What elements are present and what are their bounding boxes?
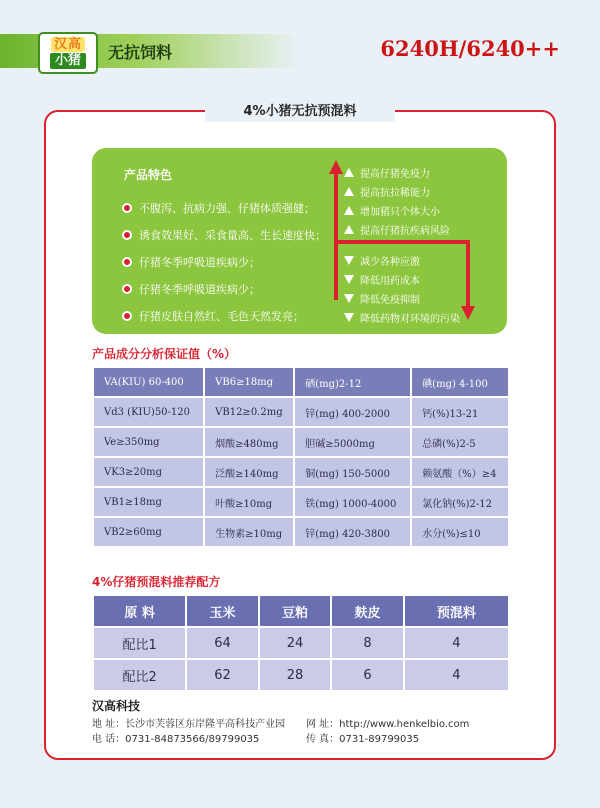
benefit-text: 提高仔猪抗疾病风险 [360,226,450,237]
feature-item [122,302,326,329]
table-cell: 赖氨酸（%）≥4 [412,458,508,486]
table-cell: Vd3 (KIU)50-120 [94,398,203,426]
table-cell: VB1≥18mg [94,488,203,516]
card-title: 4%小猪无抗预混料 [243,104,357,119]
triangle-up-icon [344,225,354,234]
table-cell: VK3≥20mg [94,458,203,486]
table-cell: 铁(mg) 1000-4000 [295,488,410,516]
table-cell: 锌(mg) 420-3800 [295,518,410,546]
table-cell: 配比2 [94,660,185,690]
feature-text: 不腹泻、抗病力强、仔猪体质强健； [139,201,315,215]
company-address: 地 址：长沙市芙蓉区东岸隆平高科技产业园 [92,719,286,730]
table-row [94,628,508,658]
triangle-up-icon [344,187,354,196]
table-cell: 62 [187,660,257,690]
table-cell: 4 [405,628,508,658]
brand-logo [38,32,98,74]
table-cell: VB12≥0.2mg [205,398,293,426]
table-row [94,488,508,516]
table-header-row [94,596,508,626]
table-row [94,368,508,396]
triangle-down-icon [344,313,354,322]
table-cell: 硒(mg)2-12 [295,368,410,396]
benefit-item-up [344,220,460,239]
company-fax: 传 真：0731-89799035 [306,734,420,745]
arrow-down-icon [461,306,475,320]
recipe-table [92,594,510,692]
triangle-down-icon [344,256,354,265]
column-header: 玉米 [187,596,257,626]
feature-item [122,221,326,248]
header-title: 无抗饲料 [108,43,173,62]
company-name: 汉高科技 [92,699,141,713]
table-cell: 4 [405,660,508,690]
benefit-item-down [344,308,460,327]
triangle-up-icon [344,206,354,215]
table-row [94,660,508,690]
feature-list [122,194,326,329]
table-row [94,398,508,426]
table-cell: 8 [332,628,402,658]
table-cell: 锌(mg) 400-2000 [295,398,410,426]
benefit-text: 降低免疫抑制 [360,295,420,306]
benefit-item-down [344,251,460,270]
benefit-list [344,163,460,327]
table-cell: VB6≥18mg [205,368,293,396]
logo-product-text: 小猪 [50,53,86,69]
table-cell: 64 [187,628,257,658]
benefit-item-up [344,201,460,220]
feature-item [122,194,326,221]
recipe-section-title: 4%仔猪预混料推荐配方 [92,575,221,589]
company-website: 网 址：http://www.henkelbio.com [306,719,470,730]
logo-brand-text: 汉高 [51,37,85,52]
table-cell: 配比1 [94,628,185,658]
table-cell: 碘(mg) 4-100 [412,368,508,396]
benefit-item-down [344,270,460,289]
feature-text: 仔猪皮肤自然红、毛色天然发亮； [139,309,304,323]
table-cell: VB2≥60mg [94,518,203,546]
benefit-text: 减少各种应激 [360,257,420,268]
table-row [94,518,508,546]
feature-text: 仔猪冬季呼吸道疾病少； [139,255,260,269]
bullet-icon [122,284,132,294]
triangle-down-icon [344,275,354,284]
benefit-spacer [344,239,460,251]
table-cell: 6 [332,660,402,690]
benefit-text: 增加猪只个体大小 [360,207,440,218]
column-header: 豆粕 [260,596,330,626]
model-code: 6240H/6240++ [380,36,560,61]
bullet-icon [122,230,132,240]
company-phone: 电 话：0731-84873566/89799035 [92,734,260,745]
feature-item [122,248,326,275]
table-cell: 烟酸≥480mg [205,428,293,456]
table-cell: 泛酸≥140mg [205,458,293,486]
table-cell: VA(KIU) 60-400 [94,368,203,396]
spec-section-title: 产品成分分析保证值（%） [92,347,237,361]
bullet-icon [122,257,132,267]
table-cell: 总磷(%)2-5 [412,428,508,456]
table-cell: Ve≥350mg [94,428,203,456]
benefit-text: 降低用药成本 [360,276,420,287]
feature-text: 诱食效果好、采食量高、生长速度快； [139,228,326,242]
benefit-text: 降低药物对环境的污染 [360,314,460,325]
feature-heading: 产品特色 [124,168,173,182]
feature-item [122,275,326,302]
arrow-up-icon [329,160,343,174]
table-cell: 水分(%)≤10 [412,518,508,546]
table-row [94,428,508,456]
table-cell: 叶酸≥10mg [205,488,293,516]
feature-text: 仔猪冬季呼吸道疾病少； [139,282,260,296]
spec-table [92,366,510,548]
table-cell: 28 [260,660,330,690]
table-cell: 生物素≥10mg [205,518,293,546]
benefit-item-down [344,289,460,308]
table-cell: 24 [260,628,330,658]
benefit-item-up [344,182,460,201]
column-header: 麸皮 [332,596,402,626]
table-cell: 胆碱≥5000mg [295,428,410,456]
table-cell: 铜(mg) 150-5000 [295,458,410,486]
benefit-item-up [344,163,460,182]
benefit-text: 提高抗拉稀能力 [360,188,430,199]
table-cell: 氯化钠(%)2-12 [412,488,508,516]
triangle-up-icon [344,168,354,177]
column-header: 预混料 [405,596,508,626]
triangle-down-icon [344,294,354,303]
bullet-icon [122,203,132,213]
column-header: 原 料 [94,596,185,626]
table-cell: 钙(%)13-21 [412,398,508,426]
benefit-text: 提高仔猪免疫力 [360,169,430,180]
table-row [94,458,508,486]
bullet-icon [122,311,132,321]
